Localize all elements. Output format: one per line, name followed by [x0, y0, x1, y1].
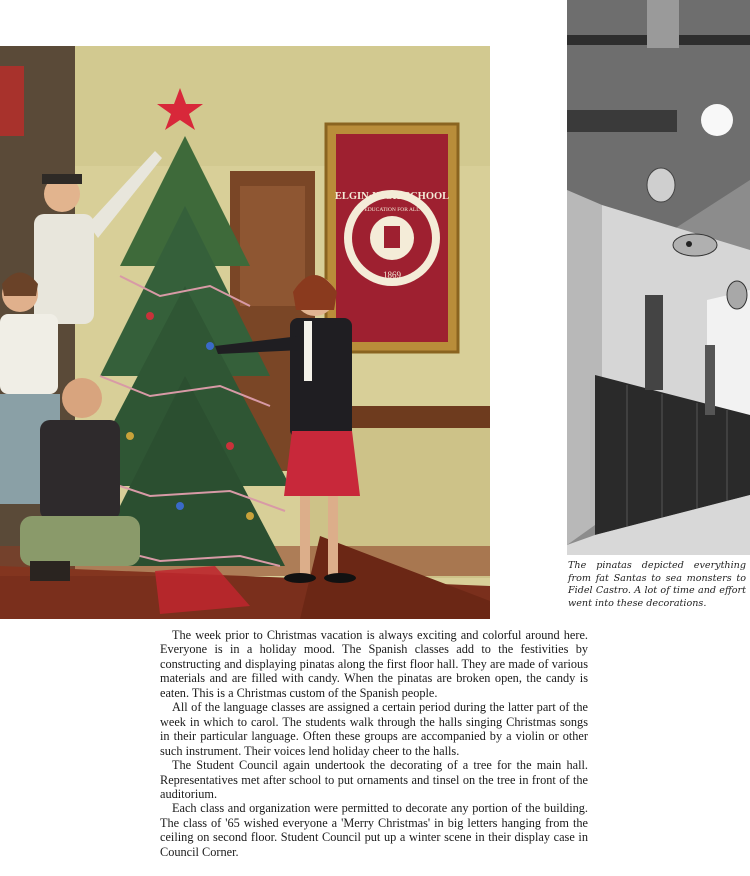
ceiling-light — [701, 104, 733, 136]
christmas-tree-illustration — [0, 46, 490, 619]
pinata-long — [567, 110, 677, 132]
paragraph-caroling: All of the language classes are assigned a certain period during the latter part of the week in which to carol. The students walk through the halls singing Christmas songs in their particular language. Often these groups are accompanied by a violin or other such instrument. Their voices lend holiday cheer to the halls. — [160, 700, 588, 758]
photo-caption: The pinatas depicted everything from fat Santas to sea monsters to Fidel Castro. A lot of time and effort went into these decorations. — [568, 560, 746, 609]
paragraph-decorating: Each class and organization were permitted to decorate any portion of the building. The class of '65 wished everyone a 'Merry Christmas' in big letters hanging from the ceiling on second floor. Student Council put up a winter scene in their display case in Council Corner. — [160, 801, 588, 859]
hallway-pinatas-photo — [567, 0, 750, 555]
hallway-illustration — [567, 0, 750, 555]
article-body — [160, 628, 588, 859]
plaque-motto: EDUCATION FOR ALL — [364, 207, 420, 213]
pinata-ball — [647, 168, 675, 202]
paragraph-pinatas: The week prior to Christmas vacation is always exciting and colorful around here. Everyone is in a holiday mood. The Spanish classes add to the festivities by constructing and displaying pinatas along the first floor hall. They are made of various materials and are filled with candy. When the pinatas are broken open, the candy is eaten. This is a Christmas custom of the Spanish people. — [160, 628, 588, 700]
hall-door — [645, 295, 663, 390]
paragraph-student-council: The Student Council again undertook the decorating of a tree for the main hall. Representatives met after school to put ornaments and tinsel on the tree in front of the auditorium. — [160, 758, 588, 801]
christmas-tree-photo — [0, 46, 490, 619]
pinata-santa — [727, 281, 747, 309]
pinata-hanging — [647, 0, 679, 48]
school-plaque — [326, 124, 458, 352]
plaque-ring-text: ELGIN·HIGH·SCHOOL — [334, 191, 450, 202]
plaque-year: 1869 — [383, 270, 401, 280]
pinata-fish — [673, 234, 717, 256]
